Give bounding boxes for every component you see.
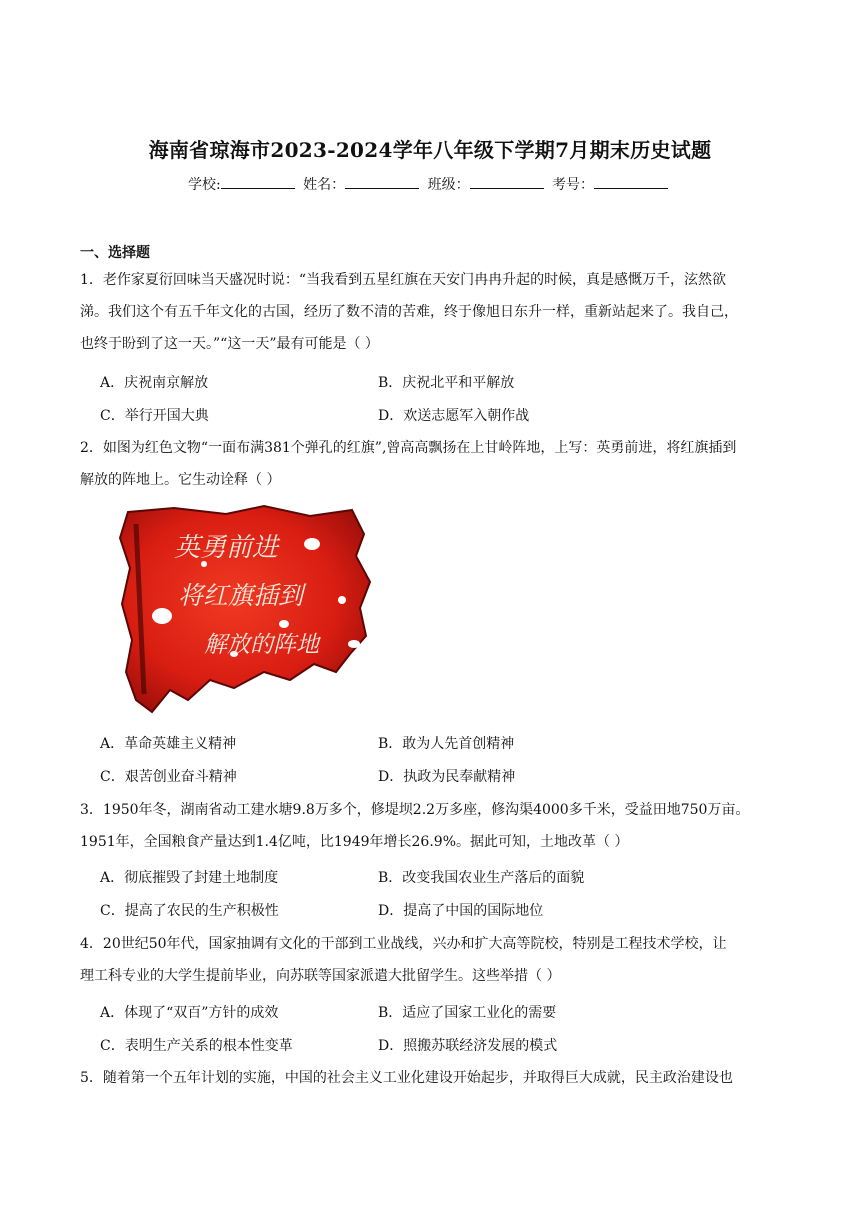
field-class-blank[interactable] [470, 176, 544, 189]
question-line: 解放的阵地上。它生动诠释（ ） [80, 472, 281, 488]
question-line: 2．如图为红色文物“一面布满381个弹孔的红旗”,曾高高飘扬在上甘岭阵地，上写：英勇前进，将红旗插到 [80, 440, 737, 456]
flag-text-line-3: 解放的阵地 [204, 632, 319, 658]
field-class-label: 班级： [427, 177, 470, 193]
field-school-label: 学校: [187, 177, 221, 193]
question-4-options [100, 1002, 780, 1068]
question-3-stem [80, 794, 796, 858]
option-c[interactable]: C．提高了农民的生产积极性 [100, 903, 279, 919]
option-b[interactable]: B．庆祝北平和平解放 [378, 375, 515, 391]
question-line: 涕。我们这个有五千年文化的古国，经历了数不清的苦难，终于像旭日东升一样，重新站起来了。我自己， [80, 304, 738, 320]
flag-text-line-1: 英勇前进 [174, 533, 279, 563]
question-2-options [100, 733, 780, 799]
question-1-stem [80, 264, 796, 360]
question-line: 5．随着第一个五年计划的实施，中国的社会主义工业化建设开始起步，并取得巨大成就，民主政治建设也 [80, 1070, 733, 1086]
option-b[interactable]: B．适应了国家工业化的需要 [378, 1005, 557, 1021]
option-d[interactable]: D．照搬苏联经济发展的模式 [378, 1038, 558, 1054]
section-heading: 一、选择题 [80, 245, 150, 261]
question-1-options [100, 372, 780, 438]
option-b[interactable]: B．改变我国农业生产落后的面貌 [378, 870, 585, 886]
field-name-label: 姓名： [303, 177, 346, 193]
question-line: 1951年，全国粮食产量达到1.4亿吨，比1949年增长26.9%。据此可知，土地改革（ ） [80, 834, 629, 850]
question-line: 4．20世纪50年代，国家抽调有文化的干部到工业战线，兴办和扩大高等院校，特别是工程技术学校，让 [80, 936, 727, 952]
question-3-options [100, 867, 780, 933]
field-name-blank[interactable] [345, 176, 419, 189]
option-b[interactable]: B．敢为人先首创精神 [378, 736, 515, 752]
student-info-line [0, 174, 860, 194]
field-number-label: 考号： [552, 177, 595, 193]
option-c[interactable]: C．举行开国大典 [100, 408, 209, 424]
option-a[interactable]: A．体现了“双百”方针的成效 [100, 1005, 279, 1021]
option-a[interactable]: A．革命英雄主义精神 [100, 736, 237, 752]
option-d[interactable]: D．欢送志愿军入朝作战 [378, 408, 530, 424]
question-4-stem [80, 928, 796, 992]
option-a[interactable]: A．彻底摧毁了封建土地制度 [100, 870, 279, 886]
option-d[interactable]: D．提高了中国的国际地位 [378, 903, 544, 919]
question-line: 也终于盼到了这一天。”“这一天”最有可能是（ ） [80, 336, 379, 352]
question-line: 3．1950年冬，湖南省动工建水塘9.8万多个，修堤坝2.2万多座，修沟渠4000多千米，受益田地750万亩。 [80, 802, 750, 818]
question-5-stem [80, 1062, 796, 1094]
page-title: 海南省琼海市2023-2024学年八年级下学期7月期末历史试题 [148, 138, 712, 162]
red-flag-image [114, 504, 376, 718]
option-c[interactable]: C．艰苦创业奋斗精神 [100, 769, 237, 785]
question-line: 1．老作家夏衍回味当天盛况时说：“当我看到五星红旗在天安门冉冉升起的时候，真是感慨万千，泫然欲 [80, 272, 727, 288]
field-number-blank[interactable] [594, 176, 668, 189]
option-a[interactable]: A．庆祝南京解放 [100, 375, 209, 391]
question-2-stem [80, 432, 796, 496]
option-d[interactable]: D．执政为民奉献精神 [378, 769, 516, 785]
field-school-blank[interactable] [221, 176, 295, 189]
flag-text-line-2: 将红旗插到 [178, 581, 304, 610]
question-line: 理工科专业的大学生提前毕业，向苏联等国家派遣大批留学生。这些举措（ ） [80, 968, 561, 984]
option-c[interactable]: C．表明生产关系的根本性变革 [100, 1038, 293, 1054]
